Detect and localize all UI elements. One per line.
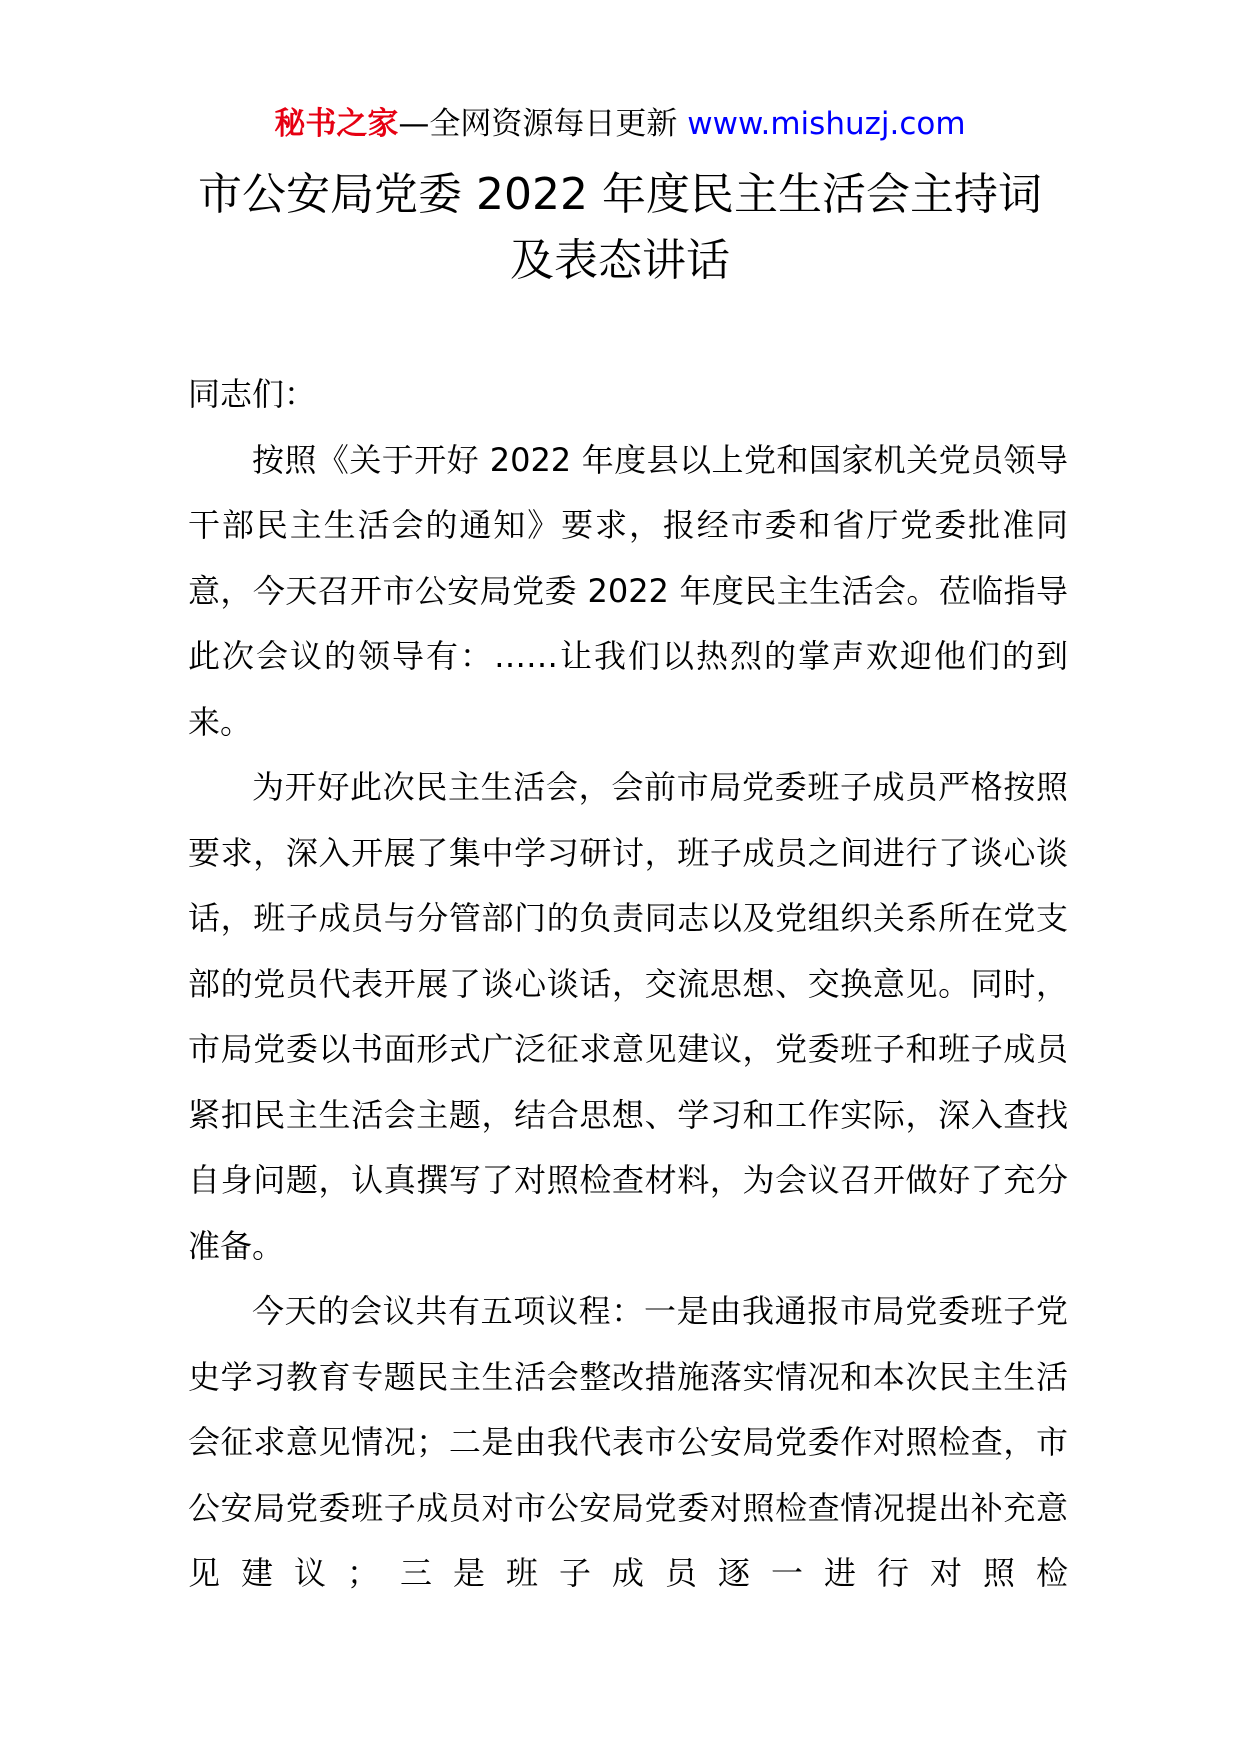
title-line-1: 市公安局党委 2022 年度民主生活会主持词 (198, 169, 1042, 220)
banner-tagline: —全网资源每日更新 (398, 106, 678, 142)
salutation: 同志们： (188, 375, 317, 413)
brand-name: 秘书之家 (274, 106, 399, 142)
document-title (160, 162, 1080, 294)
paragraph-2: 为开好此次民主生活会，会前市局党委班子成员严格按照要求，深入开展了集中学习研讨，班子成员之间进行了谈心谈话，班子成员与分管部门的负责同志以及党组织关系所在党支部的党员代表开展了谈心谈话，交流思想、交换意见。同时，市局党委以书面形式广泛征求意见建议，党委班子和班子成员紧扣民主生活会主题，结合思想、学习和工作实际，深入查找自身问题，认真撰写了对照检查材料，为会议召开做好了充分准备。 (188, 768, 1068, 1265)
site-url-link[interactable]: www.mishuzj.com (687, 106, 966, 142)
title-line-2: 及表态讲话 (510, 235, 730, 286)
paragraph-3: 今天的会议共有五项议程：一是由我通报市局党委班子党史学习教育专题民主生活会整改措施落实情况和本次民主生活会征求意见情况；二是由我代表市公安局党委作对照检查，市公安局党委班子成员对市公安局党委对照检查情况提出补充意见建议；三是班子成员逐一进行对照检 (188, 1292, 1068, 1592)
document-body (188, 362, 1068, 1607)
paragraph-1: 按照《关于开好 2022 年度县以上党和国家机关党员领导干部民主生活会的通知》要求，报经市委和省厅党委批准同意，今天召开市公安局党委 2022 年度民主生活会。莅临指导此次会议的领导有：……让我们以热烈的掌声欢迎他们的到来。 (188, 440, 1068, 741)
site-banner (0, 104, 1240, 144)
